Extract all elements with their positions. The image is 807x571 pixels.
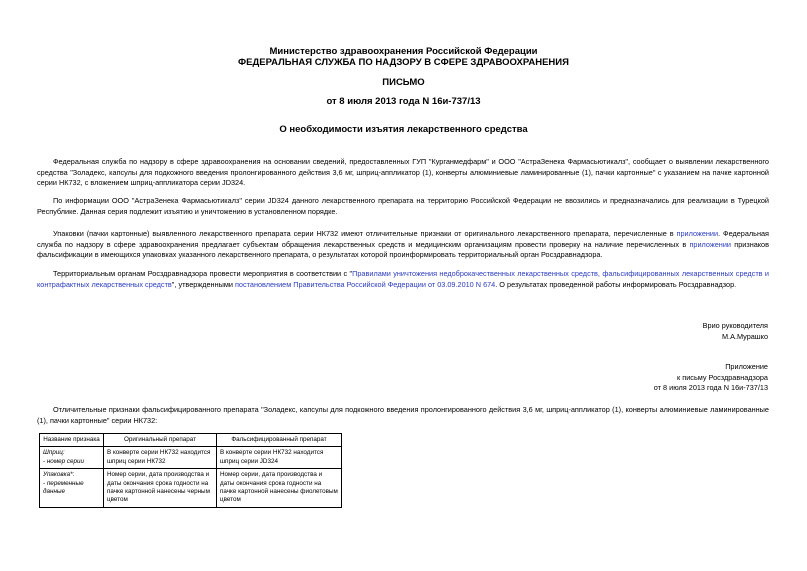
paragraph-3-text-a: Упаковки (пачки картонные) выявленного лекарственного препарата серии НК732 имеют отличительные признаки от оригинального лекарственного препарата, перечисленные в: [53, 229, 674, 238]
table-row: [40, 447, 342, 469]
paragraph-3-text-b: . Федеральная служба по надзору в сфере здравоохранения предлагает субъектам обращения лекарственных средств и медицинским организациям провести проверку на наличие перечисленных в: [37, 229, 770, 249]
feature-sub: - переменные данные: [43, 479, 84, 496]
table-header-cell: Оригинальный препарат: [104, 434, 217, 447]
government-decree-link[interactable]: постановлением Правительства Российской Федерации от 03.09.2010 N 674: [234, 279, 496, 289]
table-cell-fake: В конверте серии НК732 находится шприц серии JD324: [217, 447, 342, 469]
table-cell-original: В конверте серии НК732 находится шприц серии НК732: [104, 447, 217, 469]
table-header-cell: Фальсифицированный препарат: [217, 434, 342, 447]
feature-main: Шприц:: [43, 449, 65, 457]
destruction-rules-link[interactable]: Правилами уничтожения недоброкачественных лекарственных средств, фальсифицированных лекарственных средств и контрафактных лекарственных средств: [37, 269, 769, 289]
table-cell-feature: [40, 447, 104, 469]
paragraph-3-text-c: признаков фальсификации в имеющихся упаковках указанного лекарственного препарата, о результатах которой проинформировать территориальный орган Росздравнадзора.: [37, 239, 769, 260]
signature-position: Врио руководителя: [702, 321, 768, 330]
document-date-number: от 8 июля 2013 года N 16и-737/13: [326, 96, 481, 107]
table-cell-fake: Номер серии, дата производства и даты окончания срока годности на пачке картонной нанесены фиолетовым цветом: [217, 469, 342, 508]
signs-table: [39, 433, 342, 508]
table-header-row: [40, 434, 342, 447]
service-name: ФЕДЕРАЛЬНАЯ СЛУЖБА ПО НАДЗОРУ В СФЕРЕ ЗДРАВООХРАНЕНИЯ: [238, 57, 569, 68]
document-subject: О необходимости изъятия лекарственного средства: [279, 124, 528, 135]
ministry-name: Министерство здравоохранения Российской Федерации: [269, 46, 538, 57]
paragraph-4-text-b: ", утвержденными: [171, 279, 233, 289]
table-cell-original: Номер серии, дата производства и даты окончания срока годности на пачке картонной нанесены черным цветом: [104, 469, 217, 508]
paragraph-4-text-a: Территориальным органам Росздравнадзора провести мероприятия в соответствии с ": [53, 269, 353, 278]
signature-name: М.А.Мурашко: [721, 332, 768, 341]
paragraph-4: [37, 269, 769, 290]
appendix-intro: Отличительные признаки фальсифицированного препарата "Золадекс, капсулы для подкожного введения пролонгированного действия 3,6 мг, шприц-аппликатор (1), конверты алюминиевые ламинированные (1), пачки картонные" серии НК732:: [37, 405, 769, 425]
table-cell-feature: [40, 469, 104, 508]
paragraph-2: По информации ООО "АстраЗенека Фармасьютикалз" серии JD324 данного лекарственного препарата на территорию Российской Федерации не ввозились и предназначались для реализации в Турецкой Республике. Данная серия подлежит изъятию и уничтожению в установленном порядке.: [37, 196, 769, 216]
document-type: ПИСЬМО: [382, 77, 425, 88]
appendix-date: от 8 июля 2013 года N 16и-737/13: [653, 383, 768, 392]
feature-main: Упаковка*:: [43, 471, 75, 479]
paragraph-4-text-c: . О результатах проведенной работы информировать Росздравнадзор.: [495, 279, 737, 289]
appendix-reference: к письму Росздравнадзора: [677, 373, 768, 382]
appendix-link-1[interactable]: приложении: [676, 229, 719, 238]
feature-sub: - номер серии: [43, 457, 85, 465]
table-row: [40, 469, 342, 508]
appendix-link-2[interactable]: приложении: [689, 239, 731, 249]
paragraph-3: [37, 229, 769, 261]
paragraph-1: Федеральная служба по надзору в сфере здравоохранения на основании сведений, предоставленных ГУП "Курганмедфарм" и ООО "АстраЗенека Фармасьютикалз", сообщает о выявлении лекарственного средства "Золадекс, капсулы для подкожного введения пролонгированного действия 3,6 мг, шприц-аппликатор (1), конверты алюминиевые ламинированные (1), пачки картонные" с указанием на пачке картонной серии НК732, с вложением шприц-аппликатора серии JD324.: [37, 157, 769, 188]
appendix-title: Приложение: [725, 362, 768, 371]
table-header-cell: Название признака: [40, 434, 104, 447]
